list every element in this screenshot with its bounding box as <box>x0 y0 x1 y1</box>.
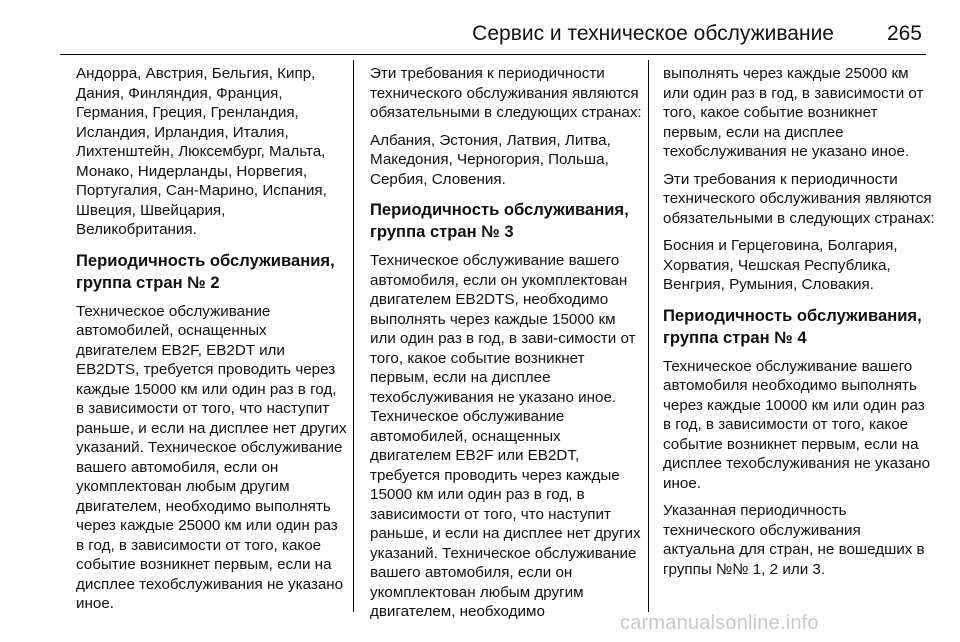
column-2 <box>370 64 642 630</box>
watermark: carmanualsonline.info <box>620 612 819 634</box>
column-1 <box>76 64 348 622</box>
column-divider-2 <box>648 60 649 612</box>
paragraph-group-3: Техническое обслуживание вашего автомобиля, если он укомплектован двигателем EB2DTS, необходимо выполнять через каждые 15000 км или один раз в год, в зави-симости от того, какое событие возникнет первым, если на дисплее техобслуживания не указано иное. Техническое обслуживание автомобилей, оснащенных двигателем EB2F или EB2DT, требуется проводить через каждые 15000 км или один раз в год, в зависимости от того, что наступит раньше, и если на дисплее нет других указаний. Техническое обслуживание вашего автомобиля, если он укомплектован любым другим двигателем, необходимо <box>370 252 641 620</box>
paragraph-group-3-continued: выполнять через каждые 25000 км или один раз в год, в зависимости от того, какое событие возникнет первым, если на дисплее техобслуживания не указано иное. <box>663 65 924 160</box>
page-header <box>60 0 926 56</box>
requirements-intro-2: Эти требования к периодичности технического обслуживания являются обязательными в следующих странах: <box>663 170 935 227</box>
header-divider <box>60 54 926 55</box>
paragraph-other-countries: Указанная периодичность технического обслуживания актуальна для стран, не вошедших в группы №№ 1, 2 или 3. <box>663 502 925 578</box>
heading-group-3: Периодичность обслуживания, группа стран № 3 <box>370 200 629 241</box>
page-number: 265 <box>886 22 922 45</box>
paragraph-group-4: Техническое обслуживание вашего автомобиля необходимо выполнять через каждые 10000 км или один раз в год, в зависимости от того, какое событие возникнет первым, если на дисплее техобслуживания не указано иное. <box>663 357 931 492</box>
heading-group-4: Периодичность обслуживания, группа стран № 4 <box>663 305 922 347</box>
column-3 <box>663 64 935 587</box>
heading-group-2: Периодичность обслуживания, группа стран № 2 <box>76 250 335 292</box>
paragraph-group-2: Техническое обслуживание автомобилей, оснащенных двигателем EB2F, EB2DT или EB2DTS, требуется проводить через каждые 15000 км или один раз в год, в зависимости от того, что наступит раньше, и если на дисплее нет других указаний. Техническое обслуживание вашего автомобиля, если он укомплектован любым другим двигателем, необходимо выполнять через каждые 25000 км или один раз в год, в зависимости от того, какое событие возникнет первым, если на дисплее техобслуживания не указано иное. <box>76 302 347 612</box>
column-divider-1 <box>353 60 354 612</box>
requirements-intro: Эти требования к периодичности технического обслуживания являются обязательными в следующих странах: <box>370 65 642 121</box>
country-list-group-3: Босния и Герцеговина, Болгария, Хорватия, Чешская Республика, Венгрия, Румыния, Словакия. <box>663 237 898 293</box>
page-title: Сервис и техническое обслуживание <box>472 22 834 45</box>
country-list-group-1: Андорра, Австрия, Бельгия, Кипр, Дания, Финляндия, Франция, Германия, Греция, Гренландия, Исландия, Ирландия, Италия, Лихтенштейн, Люксембург, Мальта, Монако, Нидерланды, Норвегия, Португалия, Сан-Марино, Испания, Швеция, Швейцария, Великобритания. <box>76 65 327 238</box>
country-list-group-2: Албания, Эстония, Латвия, Литва, Македония, Черногория, Польша, Сербия, Словения. <box>370 131 611 188</box>
